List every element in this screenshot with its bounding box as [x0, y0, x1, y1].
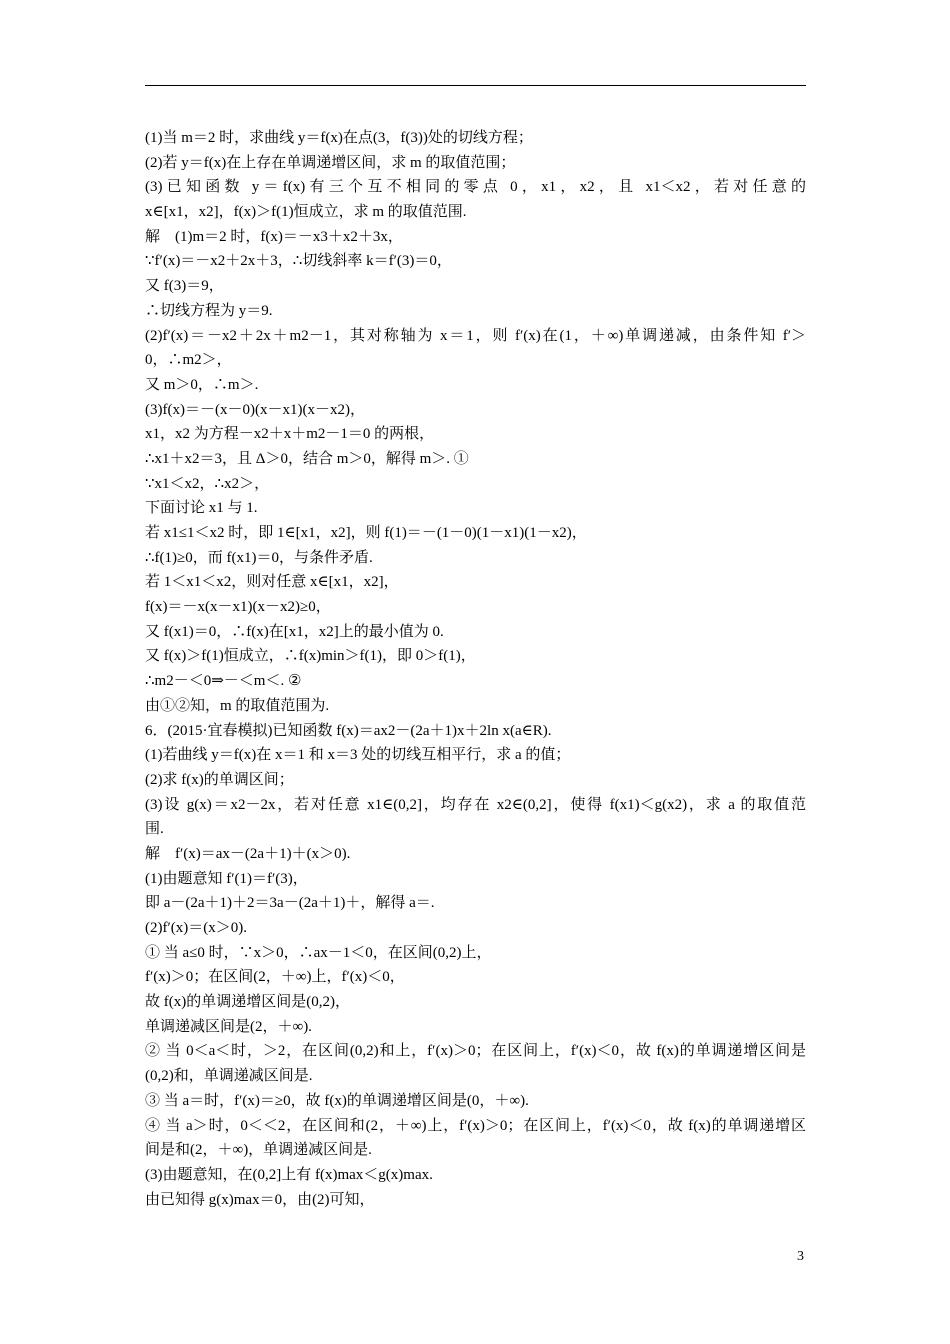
text-line: ∴f(1)≥0，而 f(x1)＝0，与条件矛盾. [145, 549, 373, 566]
text-line: ∴切线方程为 y＝9. [145, 302, 273, 319]
text-line: 解 f′(x)＝ax－(2a＋1)＋(x＞0). [145, 845, 351, 862]
text-line: (3)由题意知，在(0,2]上有 f(x)max＜g(x)max. [145, 1166, 433, 1183]
text-line: 即 a－(2a＋1)＋2＝3a－(2a＋1)＋，解得 a＝. [145, 895, 435, 912]
text-line: (0,2)和，单调递减区间是. [145, 1068, 313, 1085]
text-line: (2)求 f(x)的单调区间； [145, 771, 294, 788]
text-line: (3)f(x)＝－(x－0)(x－x1)(x－x2)， [145, 401, 365, 418]
text-line: (2)f′(x)＝(x＞0). [145, 920, 247, 936]
text-line: x1，x2 为方程－x2＋x＋m2－1＝0 的两根， [145, 426, 435, 443]
text-line: ∵x1＜x2，∴x2＞， [145, 475, 270, 492]
text-line: ∵f′(x)＝－x2＋2x＋3，∴切线斜率 k＝f′(3)＝0， [145, 253, 452, 270]
text-line: 又 m＞0，∴m＞. [145, 376, 259, 393]
text-line: 下面讨论 x1 与 1. [145, 500, 258, 517]
text-line: f(x)＝－x(x－x1)(x－x2)≥0， [145, 599, 331, 616]
text-line: 由①②知，m 的取值范围为. [145, 697, 330, 714]
text-line: 由已知得 g(x)max＝0，由(2)可知， [145, 1191, 375, 1208]
text-line: 围. [145, 821, 164, 838]
text-line: 又 f(x1)＝0，∴f(x)在[x1，x2]上的最小值为 0. [145, 623, 444, 640]
text-line: 间是和(2，＋∞)，单调递减区间是. [145, 1142, 372, 1159]
text-line: (3)设 g(x)＝x2－2x，若对任意 x1∈(0,2]，均存在 x2∈(0,2]，使得 f(x1)＜g(x2)，求 a 的取值范 [145, 796, 806, 813]
text-line: 若 x1≤1＜x2 时，即 1∈[x1，x2]，则 f(1)＝－(1－0)(1－x1)(1－x2)， [145, 525, 587, 541]
text-line: (2)f′(x)＝－x2＋2x＋m2－1，其对称轴为 x＝1，则 f′(x)在(1，＋∞)单调递减，由条件知 f′＞ [145, 327, 806, 344]
text-line: 6．(2015·宜春模拟)已知函数 f(x)＝ax2－(2a＋1)x＋2ln x(a∈R). [145, 722, 552, 739]
header-rule [145, 85, 806, 86]
text-line: x∈[x1，x2]，f(x)＞f(1)恒成立，求 m 的取值范围. [145, 204, 467, 221]
page-number: 3 [797, 1249, 804, 1264]
text-line: (1)若曲线 y＝f(x)在 x＝1 和 x＝3 处的切线互相平行，求 a 的值； [145, 747, 571, 764]
text-line: f′(x)＞0；在区间(2，＋∞)上，f′(x)＜0， [145, 969, 405, 986]
text-line: (1)由题意知 f′(1)＝f′(3)， [145, 870, 308, 887]
text-line: 解 (1)m＝2 时，f(x)＝－x3＋x2＋3x， [145, 228, 403, 245]
text-line: (3)已知函数 y＝f(x)有三个互不相同的零点 0，x1，x2，且 x1＜x2，若对任意的 [145, 179, 806, 196]
text-line: ③ 当 a＝时，f′(x)＝≥0，故 f(x)的单调递增区间是(0，＋∞). [145, 1092, 529, 1109]
text-line: 单调递减区间是(2，＋∞). [145, 1018, 312, 1035]
document-body [145, 126, 806, 1212]
text-line: 0，∴m2＞， [145, 352, 232, 369]
text-line: ① 当 a≤0 时，∵x＞0，∴ax－1＜0，在区间(0,2)上， [145, 944, 492, 961]
text-line: (2)若 y＝f(x)在上存在单调递增区间，求 m 的取值范围； [145, 154, 516, 171]
text-line: 若 1＜x1＜x2，则对任意 x∈[x1，x2]， [145, 574, 399, 591]
text-line: 又 f(3)＝9， [145, 278, 224, 295]
text-line: ④ 当 a＞时，0＜＜2，在区间和(2，＋∞)上，f′(x)＞0；在区间上，f′(x)＜0，故 f(x)的单调递增区 [145, 1117, 806, 1134]
text-line: (1)当 m＝2 时，求曲线 y＝f(x)在点(3，f(3))处的切线方程； [145, 130, 533, 146]
text-line: ∴m2－＜0⇒－＜m＜. ② [145, 673, 302, 690]
text-line: ② 当 0＜a＜时，＞2，在区间(0,2)和上，f′(x)＞0；在区间上，f′(x)＜0，故 f(x)的单调递增区间是 [145, 1043, 806, 1060]
text-line: 又 f(x)＞f(1)恒成立，∴f(x)min＞f(1)，即 0＞f(1)， [145, 648, 476, 665]
text-line: 故 f(x)的单调递增区间是(0,2)， [145, 994, 350, 1011]
text-line: ∴x1＋x2＝3，且 Δ＞0，结合 m＞0，解得 m＞. ① [145, 450, 469, 467]
